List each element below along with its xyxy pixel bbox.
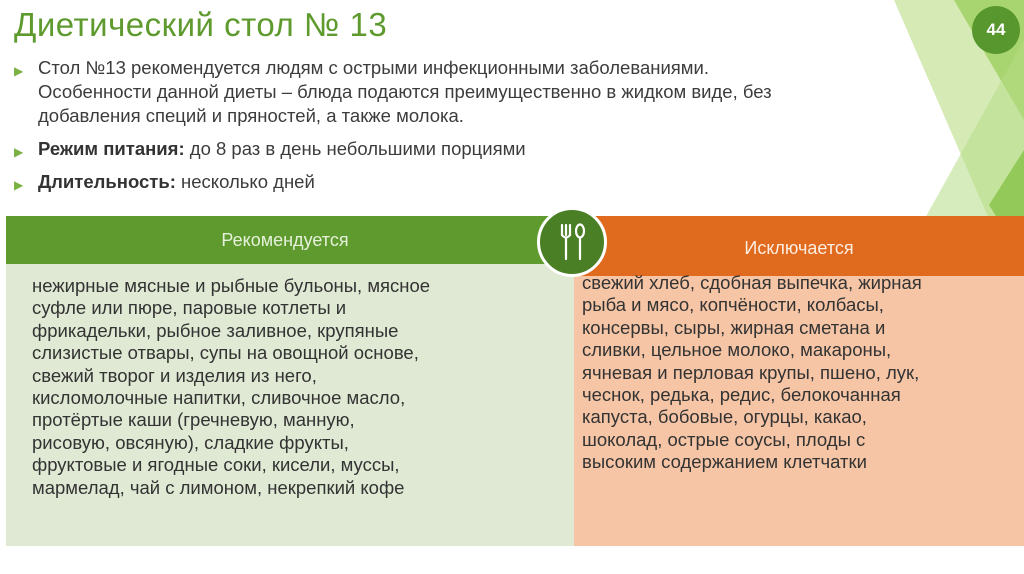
excluded-line: рыба и мясо, копчёности, колбасы, bbox=[582, 294, 884, 316]
triangle-bullet-icon: ▶ bbox=[14, 145, 24, 159]
recommended-line: рисовую, овсяную), сладкие фрукты, bbox=[32, 431, 349, 453]
excluded-line: свежий хлеб, сдобная выпечка, жирная bbox=[582, 272, 922, 293]
excluded-line: шоколад, острые соусы, плоды с bbox=[582, 428, 866, 450]
excluded-line: капуста, бобовые, огурцы, какао, bbox=[582, 406, 867, 428]
recommended-line: нежирные мясные и рыбные бульоны, мясное bbox=[32, 275, 431, 296]
excluded-line: сливки, цельное молоко, макароны, bbox=[582, 339, 892, 361]
recommended-line: суфле или пюре, паровые котлеты и bbox=[32, 297, 347, 319]
bullet-item-regime bbox=[12, 137, 932, 161]
recommended-line: мармелад, чай с лимоном, некрепкий кофе bbox=[32, 476, 405, 498]
bullet-list bbox=[12, 56, 932, 203]
excluded-line: консервы, сыры, жирная сметана и bbox=[582, 316, 886, 338]
bullet-line: добавления специй и пряностей, а также молока. bbox=[38, 105, 464, 126]
bullet-item-duration bbox=[12, 170, 932, 194]
excluded-line: чеснок, редька, редис, белокочанная bbox=[582, 384, 901, 406]
recommended-line: свежий творог и изделия из него, bbox=[32, 364, 317, 386]
bullet-item-description bbox=[12, 56, 932, 128]
bullet-line: Стол №13 рекомендуется людям с острыми инфекционными заболеваниями. bbox=[38, 57, 709, 78]
slide-number-badge: 44 bbox=[972, 6, 1020, 54]
fork-spoon-icon bbox=[537, 207, 607, 277]
excluded-text bbox=[582, 272, 1018, 474]
recommended-line: слизистые отвары, супы на овощной основе, bbox=[32, 342, 419, 364]
excluded-line: ячневая и перловая крупы, пшено, лук, bbox=[582, 361, 920, 383]
bullet-label: Режим питания: bbox=[38, 138, 185, 159]
bullet-text: несколько дней bbox=[175, 171, 315, 192]
bullet-line: Особенности данной диеты – блюда подаются преимущественно в жидком виде, без bbox=[38, 81, 772, 102]
triangle-bullet-icon: ▶ bbox=[14, 178, 24, 192]
recommended-line: фрикадельки, рыбное заливное, крупяные bbox=[32, 319, 399, 341]
bullet-text: до 8 раз в день небольшими порциями bbox=[184, 138, 526, 159]
recommended-header: Рекомендуется bbox=[6, 216, 574, 264]
triangle-bullet-icon: ▶ bbox=[14, 64, 24, 78]
bullet-label: Длительность: bbox=[38, 171, 176, 192]
excluded-header: Исключается bbox=[574, 216, 1024, 276]
recommended-line: кисломолочные напитки, сливочное масло, bbox=[32, 387, 406, 409]
slide-title: Диетический стол № 13 bbox=[14, 6, 388, 43]
excluded-line: высоким содержанием клетчатки bbox=[582, 451, 867, 473]
recommended-text bbox=[32, 275, 562, 499]
recommended-line: протёртые каши (гречневую, манную, bbox=[32, 409, 355, 431]
recommended-line: фруктовые и ягодные соки, кисели, муссы, bbox=[32, 454, 400, 476]
